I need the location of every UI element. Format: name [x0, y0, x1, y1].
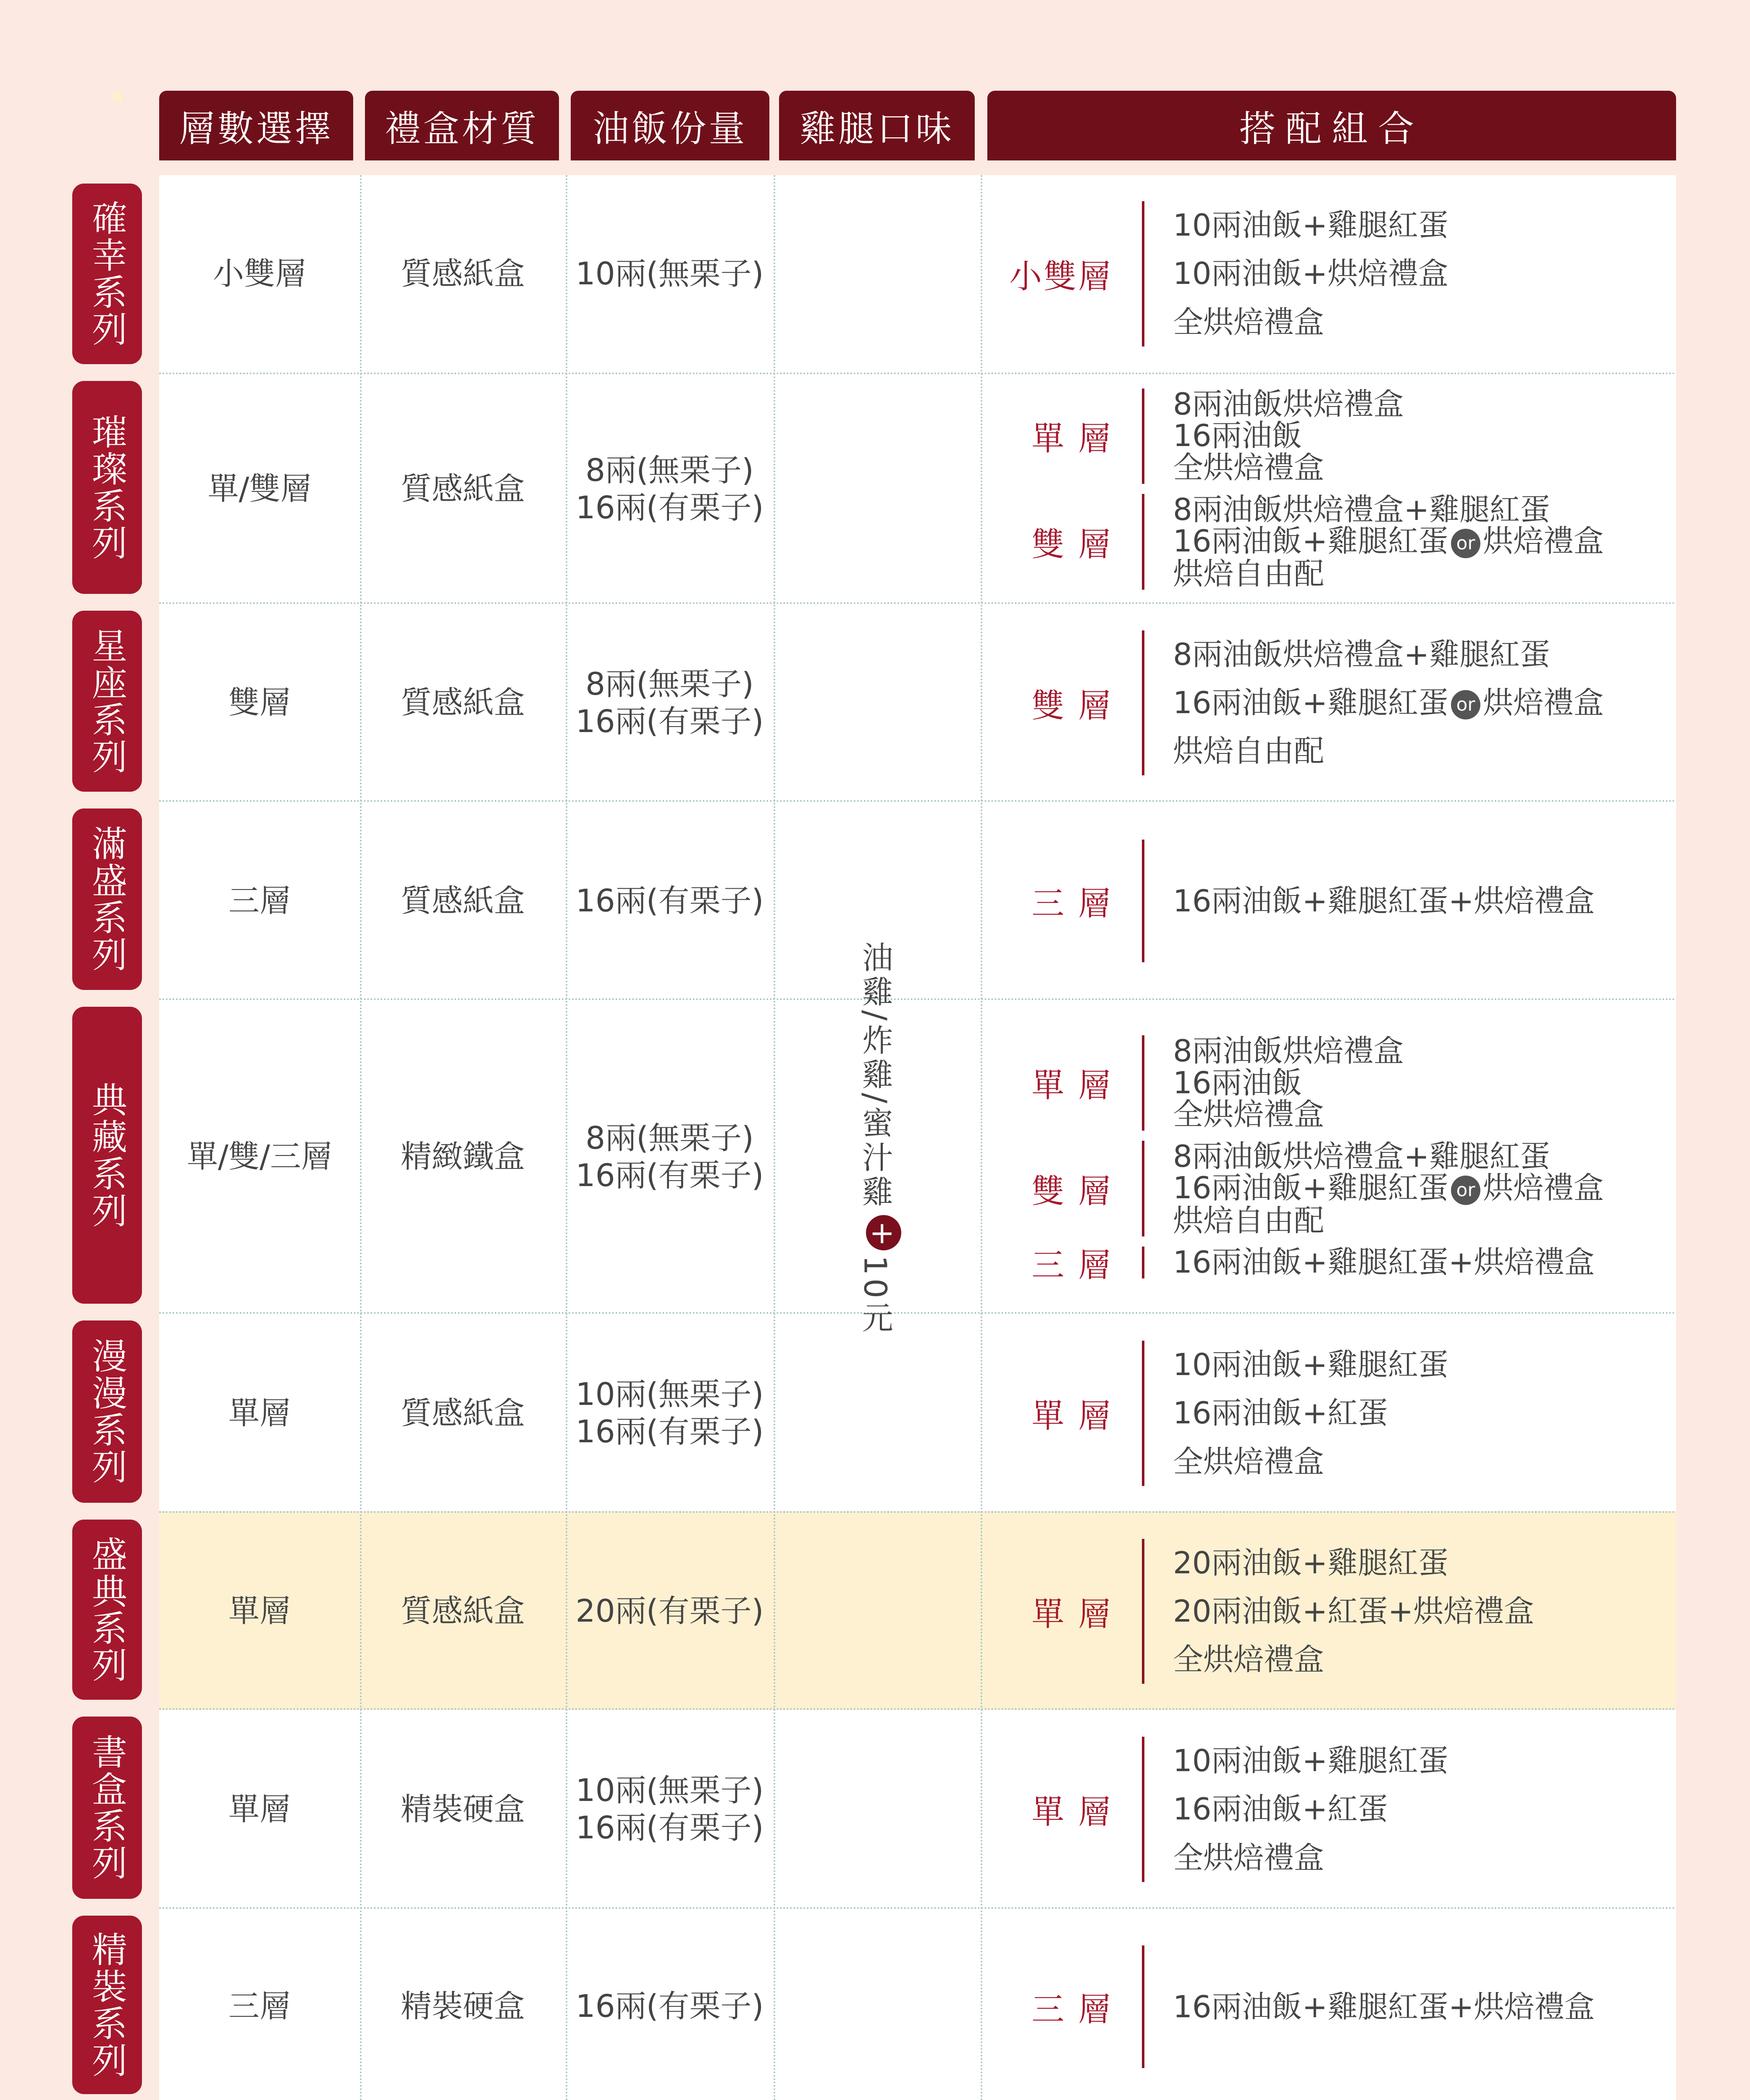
combo-item: 8兩油飯烘焙禮盒+雞腿紅蛋: [1173, 1138, 1551, 1174]
combo-items: [1142, 1138, 1604, 1238]
series-tag: [72, 184, 142, 364]
combo-group: [1031, 1033, 1676, 1132]
combo-items: [1142, 1945, 1595, 2068]
combo-table: [159, 175, 1676, 2100]
portion-line: 8兩(無栗子): [585, 666, 754, 702]
flavor-options: 油雞/炸雞/蜜汁雞: [857, 941, 893, 1210]
table-row: [159, 373, 1676, 604]
layers-cell: 雙層: [228, 685, 291, 721]
layers-cell: 單層: [228, 1593, 291, 1630]
combo-cell: [159, 1513, 1676, 1710]
combo-items: [1142, 201, 1448, 346]
combo-item: 16兩油飯+雞腿紅蛋+烘焙禮盒: [1173, 1989, 1595, 2024]
series-name: 書盒系列: [86, 1734, 128, 1882]
series-name: 確幸系列: [86, 200, 128, 348]
combo-item: 全烘焙禮盒: [1173, 1097, 1325, 1132]
combo-items: [1142, 1244, 1595, 1280]
series-name: 星座系列: [86, 627, 128, 775]
combo-group: [1031, 1737, 1676, 1882]
combo-layer-label: 單 層: [1031, 1793, 1112, 1831]
material-cell: 質感紙盒: [401, 685, 525, 721]
series-name: 璀璨系列: [86, 413, 128, 562]
combo-item: 8兩油飯烘焙禮盒: [1173, 386, 1404, 422]
or-badge: or: [1451, 529, 1480, 558]
series-tag: [72, 1520, 142, 1700]
combo-group: [1031, 1945, 1676, 2068]
combo-group: [1031, 1244, 1676, 1285]
combo-group: [1031, 1341, 1676, 1486]
table-row: [159, 1312, 1676, 1513]
combo-cell: [159, 1710, 1676, 1909]
layers-cell: 單層: [228, 1791, 291, 1827]
portion-line: 8兩(無栗子): [585, 452, 754, 488]
material-cell: 精裝硬盒: [401, 1988, 525, 2025]
plus-icon: +: [866, 1215, 901, 1250]
combo-item: 16兩油飯+雞腿紅蛋+烘焙禮盒: [1173, 883, 1595, 919]
series-tag: [72, 808, 142, 990]
series-tag: [72, 381, 142, 594]
combo-layer-label: 雙 層: [1031, 1173, 1112, 1211]
portion-line: 16兩(有栗子): [575, 703, 764, 740]
combo-layer-label: 雙 層: [1031, 687, 1112, 725]
portion-line: 10兩(無栗子): [575, 1772, 764, 1809]
flavor-surcharge: 10元: [857, 1255, 893, 1336]
combo-layer-label: 單 層: [1031, 420, 1112, 458]
layers-cell: 單/雙/三層: [187, 1139, 332, 1175]
material-cell: 質感紙盒: [401, 882, 525, 919]
combo-layer-label: 單 層: [1031, 1595, 1112, 1633]
portion-line: 16兩(有栗子): [575, 1810, 764, 1846]
combo-items: [1142, 1539, 1534, 1684]
combo-item: 10兩油飯+烘焙禮盒: [1173, 256, 1448, 291]
table-row: [159, 1708, 1676, 1909]
portion-line: 16兩(有栗子): [575, 1157, 764, 1194]
material-cell: 精緻鐵盒: [401, 1139, 525, 1175]
series-tag: [72, 611, 142, 792]
combo-item: 16兩油飯+紅蛋: [1173, 1791, 1388, 1827]
portion-line: 8兩(無栗子): [585, 1120, 754, 1156]
column-divider: [566, 175, 567, 2100]
combo-item: 16兩油飯: [1173, 418, 1302, 454]
portion-line: 16兩(有栗子): [575, 1988, 764, 2025]
material-cell: 質感紙盒: [401, 255, 525, 292]
column-divider: [981, 175, 982, 2100]
series-name: 漫漫系列: [86, 1338, 128, 1486]
combo-group: [1031, 630, 1676, 776]
combo-item: 20兩油飯+紅蛋+烘焙禮盒: [1173, 1593, 1535, 1629]
portion-line: 20兩(有栗子): [575, 1593, 764, 1630]
combo-cell: [159, 175, 1676, 373]
series-tag: [72, 1717, 142, 1899]
combo-layer-label: 三 層: [1031, 1247, 1112, 1285]
combo-item: 烘焙自由配: [1173, 1202, 1325, 1238]
combo-item: 16兩油飯+雞腿紅蛋 or 烘焙禮盒: [1173, 685, 1604, 720]
combo-item: 10兩油飯+雞腿紅蛋: [1173, 207, 1448, 243]
combo-items: [1142, 840, 1595, 962]
combo-item: 20兩油飯+雞腿紅蛋: [1173, 1545, 1448, 1580]
combo-item: 全烘焙禮盒: [1173, 1444, 1325, 1479]
sparkle-decoration: [113, 92, 123, 102]
combo-cell: [159, 1314, 1676, 1513]
combo-item: 16兩油飯+雞腿紅蛋 or 烘焙禮盒: [1173, 1170, 1604, 1206]
column-divider: [360, 175, 362, 2100]
combo-item: 烘焙自由配: [1173, 733, 1325, 769]
series-tag: [72, 1007, 142, 1304]
combo-cell: [159, 1000, 1676, 1314]
table-row: [159, 602, 1676, 802]
combo-layer-label: 雙 層: [1031, 525, 1112, 564]
layers-cell: 單層: [228, 1395, 291, 1431]
table-row: [159, 1907, 1676, 2100]
layers-cell: 三層: [228, 882, 291, 919]
table-row: [159, 1511, 1676, 1710]
combo-layer-label: 三 層: [1031, 885, 1112, 923]
combo-cell: [159, 1909, 1676, 2100]
combo-cell: [159, 604, 1676, 802]
combo-cell: [159, 374, 1676, 604]
layers-cell: 三層: [228, 1988, 291, 2025]
portion-line: 16兩(有栗子): [575, 1414, 764, 1450]
portion-line: 10兩(無栗子): [575, 255, 764, 292]
combo-items: [1142, 630, 1604, 776]
series-name: 滿盛系列: [86, 825, 128, 973]
combo-group: [1031, 491, 1676, 591]
combo-item: 全烘焙禮盒: [1173, 304, 1325, 340]
combo-items: [1142, 1341, 1448, 1486]
combo-item: 10兩油飯+雞腿紅蛋: [1173, 1743, 1448, 1779]
combo-items: [1142, 1035, 1404, 1131]
combo-group: [1031, 1138, 1676, 1238]
material-cell: 質感紙盒: [401, 1395, 525, 1431]
combo-item: 8兩油飯烘焙禮盒+雞腿紅蛋: [1173, 491, 1551, 527]
combo-items: [1142, 388, 1404, 484]
header-portion: 油飯份量: [571, 91, 769, 160]
combo-item: 16兩油飯+雞腿紅蛋 or 烘焙禮盒: [1173, 523, 1604, 559]
or-badge: or: [1451, 1176, 1480, 1205]
combo-item: 16兩油飯+紅蛋: [1173, 1395, 1388, 1431]
combo-layer-label: 單 層: [1031, 1397, 1112, 1435]
combo-item: 8兩油飯烘焙禮盒: [1173, 1033, 1404, 1068]
combo-group: [1031, 386, 1676, 485]
portion-line: 16兩(有栗子): [575, 882, 764, 919]
combo-group: [1009, 201, 1676, 346]
material-cell: 精裝硬盒: [401, 1791, 525, 1827]
combo-item: 全烘焙禮盒: [1173, 449, 1325, 485]
header-layers: 層數選擇: [159, 91, 353, 160]
combo-cell: [159, 802, 1676, 1000]
combo-items: [1142, 1737, 1448, 1882]
column-divider: [774, 175, 775, 2100]
table-row: [159, 998, 1676, 1314]
series-name: 盛典系列: [86, 1536, 128, 1684]
table-row: [159, 800, 1676, 1000]
header-combos: 搭配組合: [987, 91, 1676, 160]
combo-item: 8兩油飯烘焙禮盒+雞腿紅蛋: [1173, 636, 1551, 672]
material-cell: 質感紙盒: [401, 471, 525, 507]
combo-item: 10兩油飯+雞腿紅蛋: [1173, 1347, 1448, 1383]
combo-layer-label: 小雙層: [1009, 258, 1112, 296]
combo-layer-label: 單 層: [1031, 1067, 1112, 1105]
combo-group: [1031, 1539, 1676, 1684]
combo-item: 16兩油飯+雞腿紅蛋+烘焙禮盒: [1173, 1244, 1595, 1280]
portion-line: 10兩(無栗子): [575, 1376, 764, 1413]
or-badge: or: [1451, 690, 1480, 719]
series-name: 精裝系列: [86, 1931, 128, 2079]
layers-cell: 小雙層: [213, 255, 306, 292]
header-flavor: 雞腿口味: [779, 91, 975, 160]
combo-item: 烘焙自由配: [1173, 556, 1325, 591]
series-name: 典藏系列: [86, 1081, 128, 1229]
combo-layer-label: 三 層: [1031, 1990, 1112, 2029]
series-tag: [72, 1916, 142, 2094]
combo-group: [1031, 840, 1676, 962]
combo-item: 16兩油飯: [1173, 1065, 1302, 1100]
layers-cell: 單/雙層: [207, 471, 312, 507]
combo-items: [1142, 491, 1604, 591]
combo-item: 全烘焙禮盒: [1173, 1642, 1325, 1677]
table-row: [159, 175, 1676, 373]
header-material: 禮盒材質: [365, 91, 559, 160]
portion-line: 16兩(有栗子): [575, 489, 764, 526]
combo-item: 全烘焙禮盒: [1173, 1840, 1325, 1875]
material-cell: 質感紙盒: [401, 1593, 525, 1630]
series-tag: [72, 1320, 142, 1503]
